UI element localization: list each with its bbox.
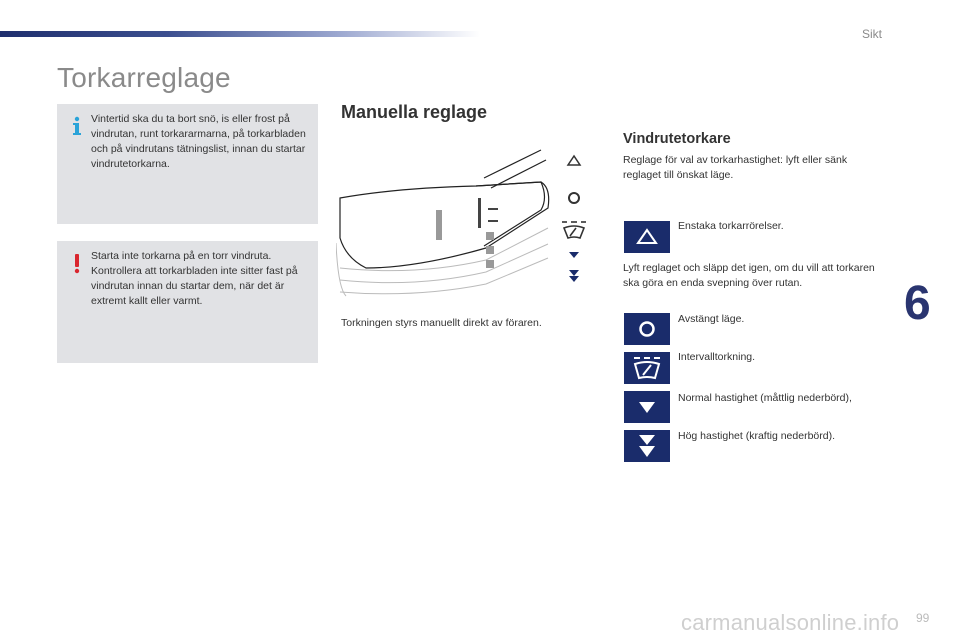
manual-caption: Torkningen styrs manuellt direkt av föraren. [341, 317, 542, 329]
single-sweep-text: Lyft reglaget och släpp det igen, om du vill att torkaren ska göra en enda svepning över rutan. [623, 262, 875, 289]
mode-tile-single [624, 221, 670, 253]
mode-tile-normal [624, 391, 670, 423]
mode-label-high: Hög hastighet (kraftig nederbörd). [678, 430, 836, 442]
header-bar [0, 31, 480, 37]
wiper-stalk-illustration [336, 148, 556, 298]
mode-tile-intermittent [624, 352, 670, 384]
down-triangle-icon [569, 252, 579, 258]
wiper-symbols-column [560, 152, 588, 284]
mode-label-normal: Normal hastighet (måttlig nederbörd), [678, 392, 852, 404]
circle-off-icon [624, 313, 670, 345]
up-triangle-icon [568, 156, 580, 165]
front-wiper-intro: Reglage för val av torkarhastighet: lyft eller sänk reglaget till önskat läge. [623, 154, 848, 181]
exclamation-icon [69, 251, 85, 275]
mode-tile-off [624, 313, 670, 345]
warning-note [57, 241, 318, 363]
section-name: Sikt [862, 27, 883, 41]
page-title: Torkarreglage [57, 62, 231, 93]
info-note-text: Vintertid ska du ta bort snö, is eller frost på vindrutan, runt torkararmarna, på torkarbladen och på vindrutans tätningslist, innan du startar vindrutetorkarna. [91, 113, 306, 170]
up-triangle-icon [624, 221, 670, 253]
mode-tile-high [624, 430, 670, 462]
info-icon [69, 114, 85, 138]
manual-heading: Manuella reglage [341, 102, 488, 122]
page-number: 99 [916, 611, 930, 625]
double-down-triangle-icon [624, 430, 670, 462]
front-wiper-heading: Vindrutetorkare [623, 131, 731, 147]
mode-label-single: Enstaka torkarrörelser. [678, 220, 784, 232]
circle-off-icon [569, 193, 579, 203]
warning-note-text: Starta inte torkarna på en torr vindruta. Kontrollera att torkarbladen inte sitter fast på vindrutan innan du startar dem, när det är extremt kallt eller varmt. [91, 250, 298, 307]
chapter-number: 6 [904, 277, 931, 330]
info-note [57, 104, 318, 224]
mode-label-intermittent: Intervalltorkning. [678, 351, 756, 363]
intermittent-wiper-icon [562, 222, 586, 238]
double-down-triangle-icon [569, 270, 579, 282]
watermark: carmanualsonline.info [681, 610, 900, 635]
mode-label-off: Avstängt läge. [678, 313, 745, 325]
down-triangle-icon [624, 391, 670, 423]
intermittent-wiper-icon [624, 352, 670, 384]
